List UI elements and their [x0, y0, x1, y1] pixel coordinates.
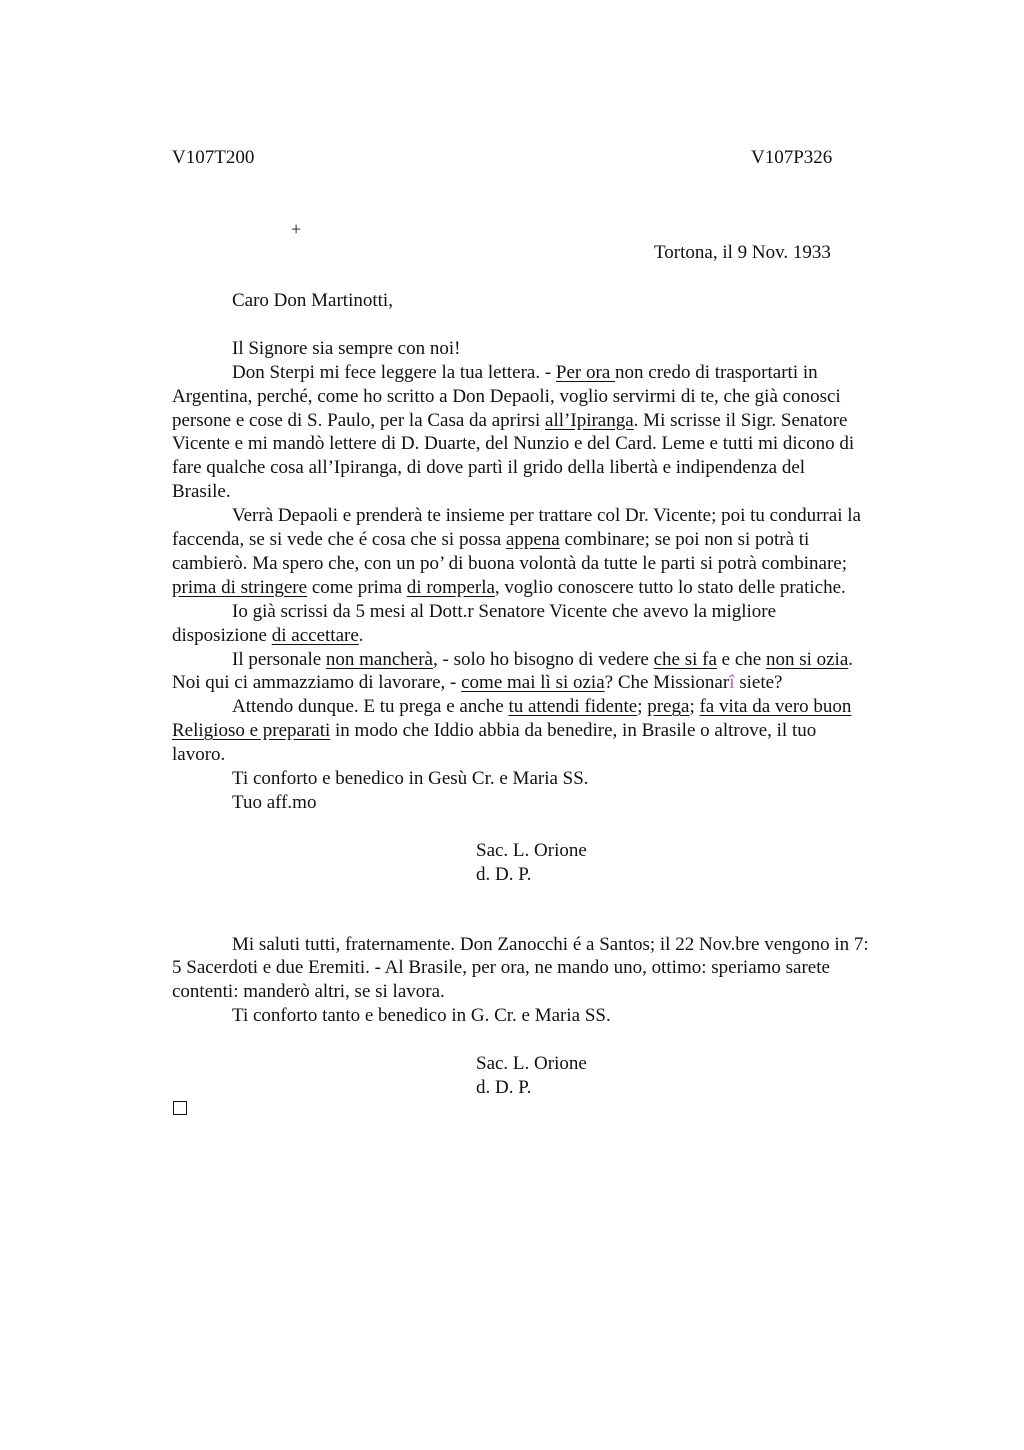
paragraph-2-line-1: Verrà Depaoli e prenderà te insieme per trattare col Dr. Vicente; poi tu condurrai la: [232, 505, 861, 527]
underlined-text: che si fa: [653, 648, 717, 670]
postscript-signature-order: d. D. P.: [476, 1076, 532, 1098]
text: faccenda, se si vede che é cosa che si possa: [172, 529, 506, 551]
letter-date: Tortona, il 9 Nov. 1933: [654, 242, 831, 263]
signature-order: d. D. P.: [476, 863, 532, 885]
underlined-text: Religioso e preparati: [172, 720, 331, 742]
paragraph-3-line-2: [172, 624, 932, 648]
paragraph-5-line-2: [172, 719, 932, 743]
paragraph-5-line-3: lavoro.: [172, 744, 226, 766]
paragraph-4-line-2: [172, 671, 932, 695]
postscript-signature-name: Sac. L. Orione: [476, 1053, 587, 1075]
text: Don Sterpi mi fece leggere la tua lettera. -: [232, 361, 556, 383]
text: e che: [716, 648, 766, 670]
text: Attendo dunque. E tu prega e anche: [232, 696, 509, 718]
postscript-line-2: 5 Sacerdoti e due Eremiti. - Al Brasile, per ora, ne mando uno, ottimo: speriamo sarete: [172, 957, 830, 979]
greeting: Il Signore sia sempre con noi!: [232, 337, 461, 359]
paragraph-2-line-3: cambierò. Ma spero che, con un po’ di buona volontà da tutte le parti si potrà combinare;: [172, 552, 847, 574]
document-id-left: V107T200: [172, 147, 255, 168]
underlined-text: Per ora: [555, 361, 616, 383]
paragraph-1-line-5: fare qualche cosa all’Ipiranga, di dove partì il grido della libertà e indipendenza del: [172, 457, 806, 479]
closing-affectionate: Tuo aff.mo: [232, 792, 317, 814]
paragraph-2-line-2: [172, 528, 932, 552]
paragraph-1-line-3: [172, 409, 932, 433]
underlined-text: non si ozia: [765, 648, 849, 670]
underlined-text: tu attendi fidente: [508, 696, 638, 718]
paragraph-5-line-1: [172, 695, 932, 719]
underlined-text: prega: [647, 696, 690, 718]
underlined-text: all’Ipiranga: [545, 409, 634, 431]
underlined-text: non mancherà: [325, 648, 433, 670]
text: .: [358, 624, 364, 646]
paragraph-4-line-1: [172, 648, 932, 672]
paragraph-3-line-1: Io già scrissi da 5 mesi al Dott.r Senatore Vicente che avevo la migliore: [232, 600, 777, 622]
signature-name: Sac. L. Orione: [476, 839, 587, 861]
salutation: Caro Don Martinotti,: [232, 290, 393, 311]
paragraph-1-line-4: Vicente e mi mandò lettere di D. Duarte, del Nunzio e del Card. Leme e tutti mi dicono di: [172, 433, 855, 455]
text: , - solo ho bisogno di vedere: [433, 648, 654, 670]
postscript-line-3: contenti: manderò altri, se si lavora.: [172, 981, 445, 1003]
letter-body: [172, 289, 932, 1100]
text: come prima: [307, 576, 407, 598]
paragraph-1-line-6: Brasile.: [172, 481, 231, 503]
text: combinare; se poi non si potrà ti: [559, 529, 810, 551]
paragraph-1-line-1: [172, 361, 932, 385]
text: .: [848, 648, 854, 670]
text: in modo che Iddio abbia da benedire, in Brasile o altrove, il tuo: [330, 720, 817, 742]
document-id-right: V107P326: [751, 147, 833, 168]
underlined-text: appena: [505, 529, 560, 551]
text: ;: [689, 696, 700, 718]
underlined-text: fa vita da vero buon: [699, 696, 852, 718]
text: persone e cose di S. Paulo, per la Casa da aprirsi: [172, 409, 546, 431]
text: Noi qui ci ammazziamo di lavorare, -: [172, 672, 462, 694]
underlined-text: prima di stringere: [172, 576, 308, 598]
underlined-text: di romperla: [406, 576, 495, 598]
paragraph-1-line-2: Argentina, perché, come ho scritto a Don Depaoli, voglio servirmi di te, che già conosci: [172, 385, 841, 407]
postscript-line-1: Mi saluti tutti, fraternamente. Don Zanocchi é a Santos; il 22 Nov.bre vengono in 7:: [232, 933, 869, 955]
text: ;: [637, 696, 648, 718]
postscript-closing: Ti conforto tanto e benedico in G. Cr. e Maria SS.: [232, 1005, 611, 1027]
text: Il personale: [232, 648, 326, 670]
paragraph-2-line-4: [172, 576, 932, 600]
text: siete?: [734, 672, 783, 694]
text: , voglio conoscere tutto lo stato delle pratiche.: [494, 576, 846, 598]
highlighted-character: î: [729, 672, 735, 694]
underlined-text: come mai lì si ozia: [461, 672, 605, 694]
text: . Mi scrisse il Sigr. Senatore: [633, 409, 848, 431]
text: non credo di trasportarti in: [615, 361, 818, 383]
closing-blessing: Ti conforto e benedico in Gesù Cr. e Maria SS.: [232, 768, 589, 790]
text: disposizione: [172, 624, 272, 646]
underlined-text: di accettare: [271, 624, 359, 646]
text: ? Che Missionar: [604, 672, 730, 694]
cross-symbol: +: [291, 219, 302, 239]
checkbox-square-icon: [173, 1101, 187, 1115]
